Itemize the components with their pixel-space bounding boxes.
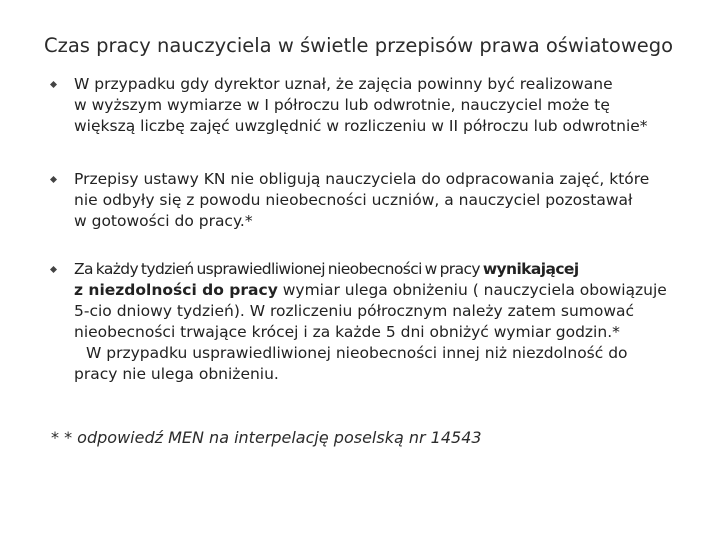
- bullet-item-1: [50, 74, 680, 137]
- bullet-item-3: [50, 259, 680, 385]
- bullet-3-line-3: 5-cio dniowy tydzień). W rozliczeniu półrocznym należy zatem sumować: [74, 302, 635, 320]
- bullet-1-line-3: większą liczbę zajęć uwzględnić w rozliczeniu w II półroczu lub odwrotnie*: [74, 117, 648, 135]
- bullet-list: [50, 74, 680, 385]
- bullet-3-line-1-text: Za każdy tydzień usprawiedliwionej nieobecności w pracy: [74, 260, 483, 278]
- bullet-3-line-1-bold: wynikającej: [482, 260, 579, 278]
- bullet-item-2: [50, 169, 680, 232]
- slide-title: Czas pracy nauczyciela w świetle przepisów prawa oświatowego: [44, 34, 674, 57]
- bullet-1-line-2: w wyższym wymiarze w I półroczu lub odwrotnie, nauczyciel może tę: [74, 96, 610, 114]
- bullet-3-line-2-bold: z niezdolności do pracy: [74, 281, 278, 299]
- footnote: * * odpowiedź MEN na interpelację poselską nr 14543: [51, 428, 482, 447]
- bullet-1-line-1: W przypadku gdy dyrektor uznał, że zajęcia powinny być realizowane: [74, 75, 613, 93]
- bullet-2-line-2: nie odbyły się z powodu nieobecności uczniów, a nauczyciel pozostawał: [74, 191, 633, 209]
- bullet-3-line-1: [74, 259, 680, 280]
- bullet-3-line-2: [74, 280, 680, 301]
- bullet-2-line-1: Przepisy ustawy KN nie obligują nauczyciela do odpracowania zajęć, które: [74, 170, 650, 188]
- diamond-bullet-icon: [50, 176, 57, 183]
- diamond-bullet-icon: [50, 266, 57, 273]
- bullet-3-line-4: nieobecności trwające krócej i za każde 5 dni obniżyć wymiar godzin.*: [74, 323, 620, 341]
- bullet-3-line-2-text: wymiar ulega obniżeniu ( nauczyciela obowiązuje: [277, 281, 667, 299]
- bullet-3-line-5: W przypadku usprawiedliwionej nieobecności innej niż niezdolność do: [86, 344, 628, 362]
- bullet-3-line-6: pracy nie ulega obniżeniu.: [74, 365, 279, 383]
- diamond-bullet-icon: [50, 81, 57, 88]
- bullet-2-line-3: w gotowości do pracy.*: [74, 212, 253, 230]
